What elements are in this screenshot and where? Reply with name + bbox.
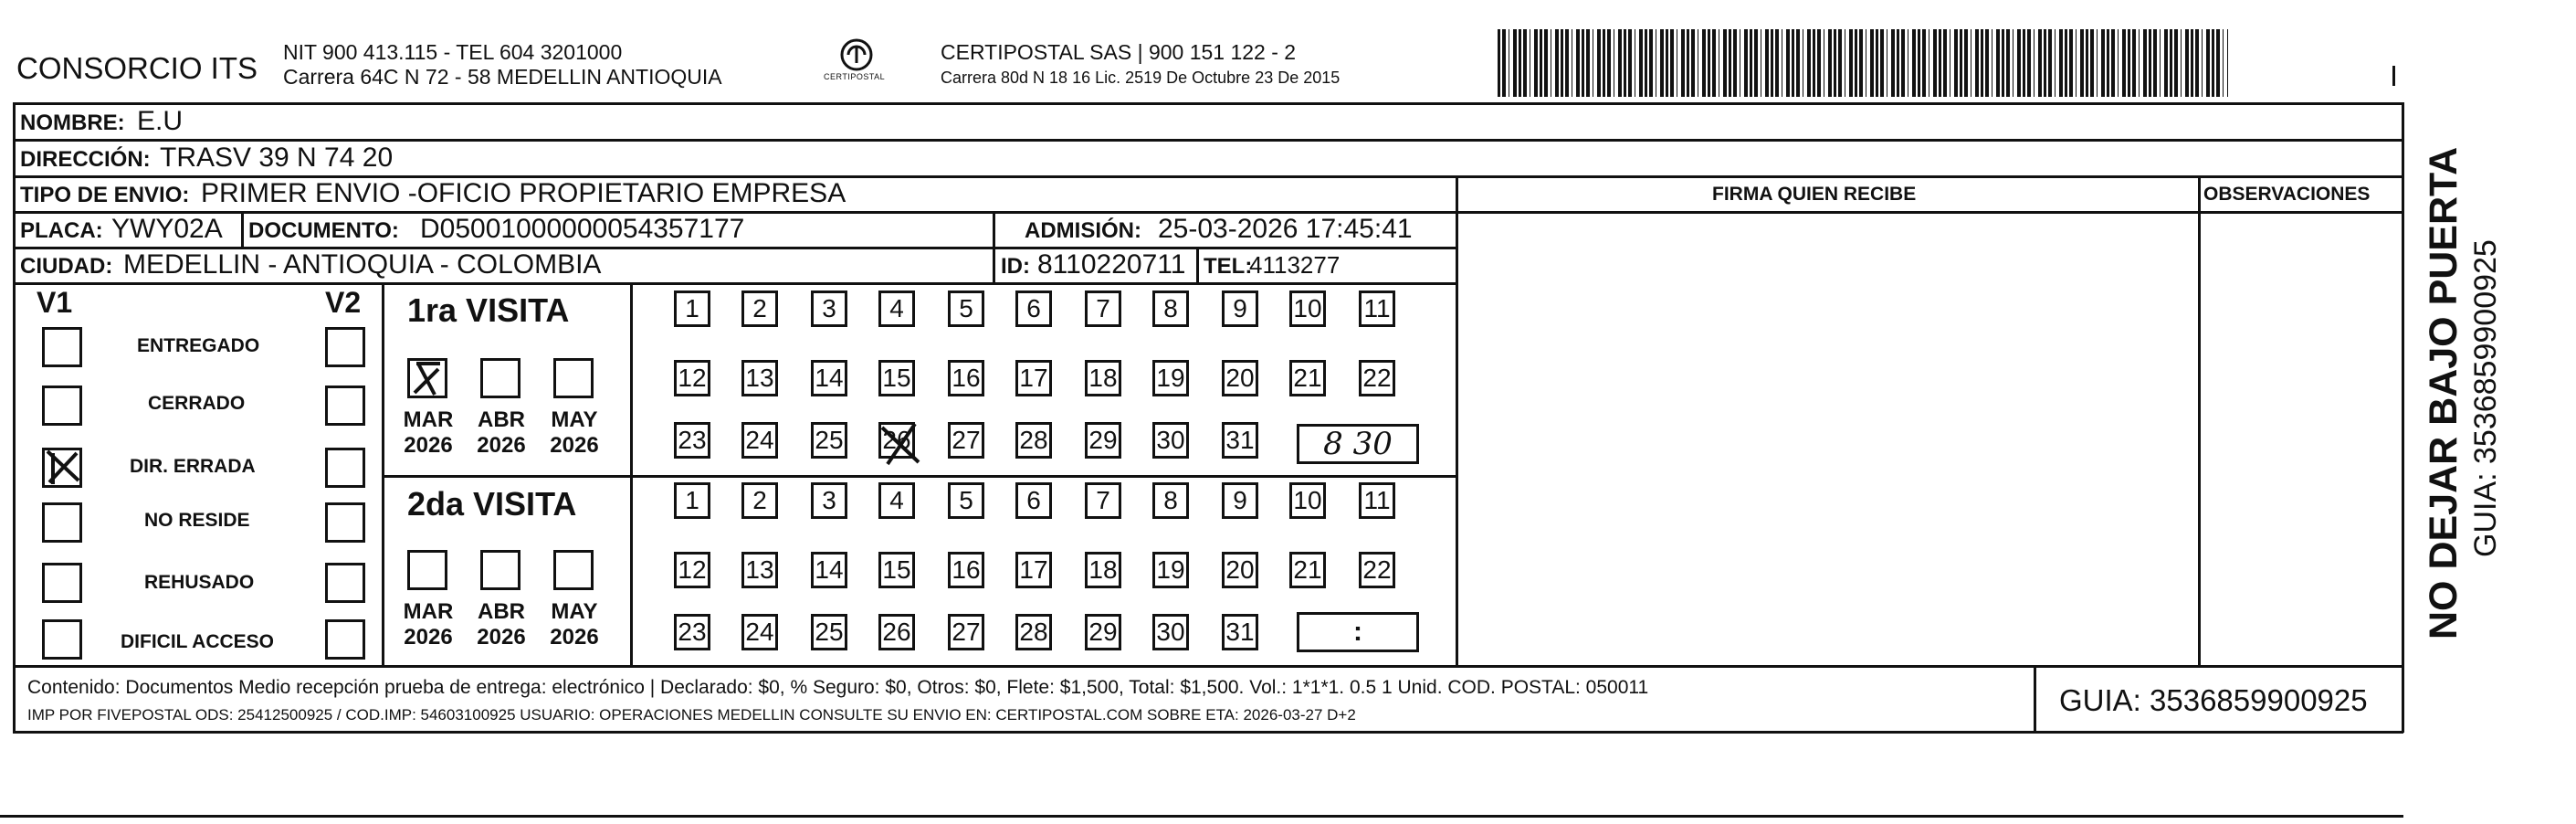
footer-imp: IMP POR FIVEPOSTAL ODS: 25412500925 / COD.IMP: 54603100925 USUARIO: OPERACIONES MEDELLIN CONSULTE SU ENVIO EN: CERTIPOSTAL.COM SOBRE ETA: 2026-03-27 D+2 (27, 706, 1356, 724)
tel-label: TEL: (1204, 254, 1253, 279)
visit-1-day-23[interactable]: 23 (674, 422, 710, 459)
visit-1-day-13[interactable]: 13 (741, 360, 778, 396)
ciudad-value: MEDELLIN - ANTIOQUIA - COLOMBIA (123, 249, 602, 280)
visit-2-day-11[interactable]: 11 (1359, 482, 1395, 519)
logo-text: CERTIPOSTAL (824, 72, 886, 81)
visit-1-month-year: 2026 (477, 433, 526, 458)
v1-checkbox-dir-errada[interactable] (42, 448, 82, 488)
visit-1-day-11[interactable]: 11 (1359, 291, 1395, 327)
v1-checkbox-dificil-acceso[interactable] (42, 619, 82, 660)
visit-1-day-24[interactable]: 24 (741, 422, 778, 459)
visit-2-day-25[interactable]: 25 (811, 614, 847, 650)
admision-value: 25-03-2026 17:45:41 (1158, 214, 1413, 244)
visit-2-month-label: MAY (551, 599, 598, 624)
visit-2-day-10[interactable]: 10 (1289, 482, 1326, 519)
visit-1-day-18[interactable]: 18 (1085, 360, 1121, 396)
footer-contenido: Contenido: Documentos Medio recepción prueba de entrega: electrónico | Declarado: $0, % Seguro: $0, Otros: $0, Flete: $1,500, Total: $1,500. Vol.: 1*1*1. 0.5 1 Unid. COD. POSTAL: 050011 (27, 677, 1649, 698)
visit-1-day-4[interactable]: 4 (878, 291, 915, 327)
visit-2-month-label: MAR (403, 599, 454, 624)
visit-1-day-16[interactable]: 16 (948, 360, 984, 396)
status-cerrado: CERRADO (148, 393, 246, 414)
footer-guia: GUIA: 3536859900925 (2059, 683, 2368, 717)
v1-checkbox-entregado[interactable] (42, 327, 82, 367)
visit-1-day-9[interactable]: 9 (1222, 291, 1258, 327)
visit-1-day-25[interactable]: 25 (811, 422, 847, 459)
v1-checkbox-rehusado[interactable] (42, 563, 82, 603)
visit-1-month-year: 2026 (550, 433, 599, 458)
visit-1-day-17[interactable]: 17 (1015, 360, 1052, 396)
visit-2-day-19[interactable]: 19 (1152, 552, 1189, 588)
visit-1-time-box[interactable] (1297, 424, 1419, 464)
status-dificil-acceso: DIFICIL ACCESO (121, 631, 275, 652)
visit-2-day-7[interactable]: 7 (1085, 482, 1121, 519)
tel-value: 4113277 (1249, 251, 1341, 279)
visit-2-month-checkbox-may[interactable] (553, 550, 594, 590)
visit-2-day-23[interactable]: 23 (674, 614, 710, 650)
status-no-reside: NO RESIDE (144, 510, 250, 531)
visit-2-title: 2da VISITA (407, 485, 577, 523)
handwritten-day-mark-icon (875, 418, 930, 470)
visit-1-day-27[interactable]: 27 (948, 422, 984, 459)
v2-checkbox-dificil-acceso[interactable] (325, 619, 365, 660)
visit-2-day-18[interactable]: 18 (1085, 552, 1121, 588)
nombre-label: NOMBRE: (20, 111, 125, 135)
side-guia: GUIA: 3536859900925 (2468, 239, 2503, 557)
visit-1-day-28[interactable]: 28 (1015, 422, 1052, 459)
visit-2-day-6[interactable]: 6 (1015, 482, 1052, 519)
visit-2-day-12[interactable]: 12 (674, 552, 710, 588)
visit-1-day-1[interactable]: 1 (674, 291, 710, 327)
visit-2-day-24[interactable]: 24 (741, 614, 778, 650)
visit-1-title: 1ra VISITA (407, 291, 570, 329)
visit-1-month-checkbox-abr[interactable] (480, 358, 520, 398)
visit-2-day-16[interactable]: 16 (948, 552, 984, 588)
v2-checkbox-dir-errada[interactable] (325, 448, 365, 488)
visit-2-day-15[interactable]: 15 (878, 552, 915, 588)
placa-value: YWY02A (111, 214, 223, 244)
visit-2-day-13[interactable]: 13 (741, 552, 778, 588)
visit-2-day-3[interactable]: 3 (811, 482, 847, 519)
visit-2-month-checkbox-mar[interactable] (407, 550, 447, 590)
id-label: ID: (1001, 254, 1030, 279)
visit-2-day-14[interactable]: 14 (811, 552, 847, 588)
status-rehusado: REHUSADO (144, 572, 255, 593)
visit-1-day-8[interactable]: 8 (1152, 291, 1189, 327)
visit-2-day-28[interactable]: 28 (1015, 614, 1052, 650)
documento-label: DOCUMENTO: (248, 218, 399, 243)
visit-1-month-label: ABR (478, 407, 525, 432)
ciudad-label: CIUDAD: (20, 254, 113, 279)
visit-1-day-12[interactable]: 12 (674, 360, 710, 396)
visit-2-day-2[interactable]: 2 (741, 482, 778, 519)
visit-2-month-checkbox-abr[interactable] (480, 550, 520, 590)
v2-checkbox-rehusado[interactable] (325, 563, 365, 603)
handwritten-check-mark-icon (407, 358, 447, 398)
nombre-value: E.U (137, 106, 184, 136)
side-no-dejar-bajo-puerta: NO DEJAR BAJO PUERTA (2422, 146, 2466, 639)
header-mark (2392, 66, 2395, 86)
visit-2-time-value: : (1353, 617, 1362, 647)
visit-1-month-year: 2026 (404, 433, 453, 458)
visit-1-day-20[interactable]: 20 (1222, 360, 1258, 396)
visit-1-day-30[interactable]: 30 (1152, 422, 1189, 459)
v2-header: V2 (325, 286, 362, 319)
visit-2-day-21[interactable]: 21 (1289, 552, 1326, 588)
visit-1-month-checkbox-may[interactable] (553, 358, 594, 398)
v1-checkbox-no-reside[interactable] (42, 502, 82, 543)
direccion-value: TRASV 39 N 74 20 (160, 143, 394, 173)
visit-1-day-14[interactable]: 14 (811, 360, 847, 396)
v2-checkbox-cerrado[interactable] (325, 386, 365, 426)
visit-2-day-30[interactable]: 30 (1152, 614, 1189, 650)
visit-1-day-2[interactable]: 2 (741, 291, 778, 327)
observaciones-header: OBSERVACIONES (2203, 184, 2371, 205)
visit-2-day-31[interactable]: 31 (1222, 614, 1258, 650)
v1-header: V1 (37, 286, 73, 319)
visit-2-day-1[interactable]: 1 (674, 482, 710, 519)
visit-1-day-6[interactable]: 6 (1015, 291, 1052, 327)
tipo-envio-value: PRIMER ENVIO -OFICIO PROPIETARIO EMPRESA (201, 178, 846, 208)
visit-1-day-29[interactable]: 29 (1085, 422, 1121, 459)
bottom-border (0, 815, 2403, 818)
visit-2-month-year: 2026 (477, 625, 526, 650)
v1-checkbox-cerrado[interactable] (42, 386, 82, 426)
certipostal-line2: Carrera 80d N 18 16 Lic. 2519 De Octubre 23 De 2015 (941, 69, 1341, 87)
status-entregado: ENTREGADO (137, 335, 260, 356)
tipo-envio-label: TIPO DE ENVIO: (20, 183, 190, 207)
placa-label: PLACA: (20, 218, 103, 243)
visit-2-day-9[interactable]: 9 (1222, 482, 1258, 519)
visit-1-day-15[interactable]: 15 (878, 360, 915, 396)
documento-value: D05001000000054357177 (420, 214, 745, 244)
handwritten-check-mark-icon (42, 448, 82, 488)
visit-1-day-31[interactable]: 31 (1222, 422, 1258, 459)
certipostal-line1: CERTIPOSTAL SAS | 900 151 122 - 2 (941, 40, 1297, 64)
visit-1-day-5[interactable]: 5 (948, 291, 984, 327)
visit-1-day-26[interactable]: 26 (878, 422, 915, 459)
certipostal-logo-icon (820, 35, 893, 91)
visit-1-time-value: 8 30 (1323, 426, 1393, 462)
firma-header: FIRMA QUIEN RECIBE (1712, 184, 1917, 205)
visit-2-day-17[interactable]: 17 (1015, 552, 1052, 588)
status-dir-errada: DIR. ERRADA (130, 456, 256, 477)
visit-1-month-checkbox-mar[interactable] (407, 358, 447, 398)
visit-1-day-22[interactable]: 22 (1359, 360, 1395, 396)
visit-1-month-label: MAR (403, 407, 454, 432)
visit-2-month-year: 2026 (550, 625, 599, 650)
visit-1-day-3[interactable]: 3 (811, 291, 847, 327)
barcode (1498, 29, 2228, 97)
visit-2-month-year: 2026 (404, 625, 453, 650)
admision-label: ADMISIÓN: (1025, 218, 1141, 243)
visit-1-day-10[interactable]: 10 (1289, 291, 1326, 327)
visit-2-day-5[interactable]: 5 (948, 482, 984, 519)
visit-2-day-4[interactable]: 4 (878, 482, 915, 519)
visit-1-day-21[interactable]: 21 (1289, 360, 1326, 396)
visit-2-day-26[interactable]: 26 (878, 614, 915, 650)
v2-checkbox-entregado[interactable] (325, 327, 365, 367)
visit-2-day-27[interactable]: 27 (948, 614, 984, 650)
v2-checkbox-no-reside[interactable] (325, 502, 365, 543)
visit-2-day-29[interactable]: 29 (1085, 614, 1121, 650)
visit-2-month-label: ABR (478, 599, 525, 624)
visit-2-time-box[interactable] (1297, 612, 1419, 652)
visit-2-day-8[interactable]: 8 (1152, 482, 1189, 519)
visit-1-day-7[interactable]: 7 (1085, 291, 1121, 327)
company-address: Carrera 64C N 72 - 58 MEDELLIN ANTIOQUIA (283, 65, 722, 89)
direccion-label: DIRECCIÓN: (20, 147, 151, 172)
company-nit: NIT 900 413.115 - TEL 604 3201000 (283, 40, 623, 64)
visit-1-month-label: MAY (551, 407, 598, 432)
id-value: 8110220711 (1037, 249, 1186, 280)
visit-2-day-22[interactable]: 22 (1359, 552, 1395, 588)
company-name: CONSORCIO ITS (16, 51, 258, 85)
visit-2-day-20[interactable]: 20 (1222, 552, 1258, 588)
visit-1-day-19[interactable]: 19 (1152, 360, 1189, 396)
